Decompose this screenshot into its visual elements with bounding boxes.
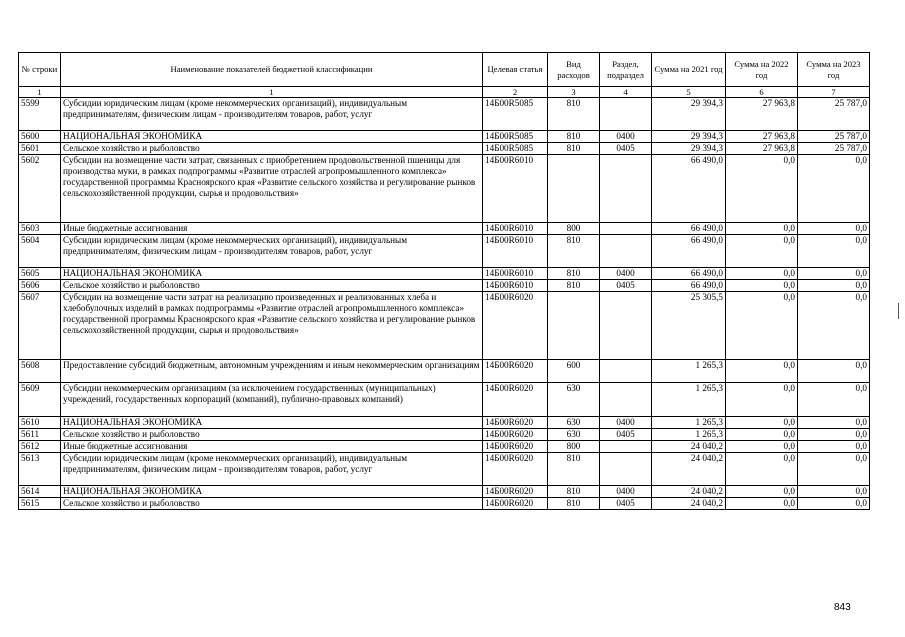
row-number: 5614 [19, 486, 61, 498]
indicator-name: Иные бюджетные ассигнования [61, 441, 483, 453]
table-row [19, 417, 870, 429]
target-article: 14Б00R5085 [483, 131, 548, 143]
column-number: 1 [61, 87, 483, 98]
indicator-name: НАЦИОНАЛЬНАЯ ЭКОНОМИКА [61, 131, 483, 143]
section-code: 0405 [600, 143, 652, 155]
column-number: 1 [19, 87, 61, 98]
section-code: 0405 [600, 429, 652, 441]
expense-kind [548, 292, 600, 360]
target-article: 14Б00R6020 [483, 360, 548, 383]
expense-kind: 810 [548, 98, 600, 131]
section-code [600, 292, 652, 360]
section-code: 0400 [600, 131, 652, 143]
column-number: 7 [798, 87, 870, 98]
table-row [19, 223, 870, 235]
target-article: 14Б00R6010 [483, 235, 548, 268]
expense-kind: 810 [548, 486, 600, 498]
row-number: 5610 [19, 417, 61, 429]
section-code [600, 223, 652, 235]
column-number: 6 [726, 87, 798, 98]
indicator-name: Субсидии на возмещение части затрат на реализацию произведенных и реализованных хлеба и хлебобулочных изделий в рамках подпрограммы «Развитие отраслей агропромышленного комплекса» государственной программы Красноярского края «Развитие сельского хозяйства и регулирование рынков сельскохозяйственной продукции, сырья и продовольствия» [61, 292, 483, 360]
row-number: 5609 [19, 383, 61, 417]
sum-2021: 24 040,2 [652, 441, 726, 453]
indicator-name: Субсидии юридическим лицам (кроме некоммерческих организаций), индивидуальным предпринимателям, физическим лицам - производителям товаров, работ, услуг [61, 235, 483, 268]
sum-2023: 0,0 [798, 441, 870, 453]
header-section: Раздел, подраздел [600, 53, 652, 87]
sum-2022: 0,0 [726, 429, 798, 441]
row-number: 5608 [19, 360, 61, 383]
sum-2023: 0,0 [798, 280, 870, 292]
header-name: Наименование показателей бюджетной классификации [61, 53, 483, 87]
sum-2023: 0,0 [798, 360, 870, 383]
row-number: 5607 [19, 292, 61, 360]
target-article: 14Б00R5085 [483, 98, 548, 131]
section-code: 0400 [600, 417, 652, 429]
sum-2021: 24 040,2 [652, 453, 726, 486]
sum-2021: 66 490,0 [652, 268, 726, 280]
sum-2023: 0,0 [798, 223, 870, 235]
expense-kind: 810 [548, 131, 600, 143]
section-code [600, 360, 652, 383]
target-article: 14Б00R5085 [483, 143, 548, 155]
expense-kind: 630 [548, 417, 600, 429]
budget-page [18, 52, 869, 510]
sum-2023: 25 787,0 [798, 131, 870, 143]
target-article: 14Б00R6020 [483, 453, 548, 486]
sum-2021: 66 490,0 [652, 155, 726, 223]
header-sum-2023: Сумма на 2023 год [798, 53, 870, 87]
row-number: 5615 [19, 498, 61, 510]
expense-kind: 810 [548, 453, 600, 486]
table-row [19, 360, 870, 383]
target-article: 14Б00R6020 [483, 383, 548, 417]
sum-2021: 1 265,3 [652, 383, 726, 417]
sum-2022: 27 963,8 [726, 98, 798, 131]
section-code [600, 453, 652, 486]
indicator-name: Субсидии некоммерческим организациям (за исключением государственных (муниципальных) учреждений, государственных корпораций (компаний), публично-правовых компаний) [61, 383, 483, 417]
expense-kind: 810 [548, 498, 600, 510]
table-header-row [19, 53, 870, 87]
page-number: 843 [834, 602, 851, 613]
indicator-name: Субсидии юридическим лицам (кроме некоммерческих организаций), индивидуальным предпринимателям, физическим лицам - производителям товаров, работ, услуг [61, 98, 483, 131]
target-article: 14Б00R6010 [483, 280, 548, 292]
sum-2021: 24 040,2 [652, 486, 726, 498]
table-row [19, 292, 870, 360]
row-number: 5606 [19, 280, 61, 292]
indicator-name: Субсидии на возмещение части затрат, связанных с приобретением продовольственной пшеницы для производства муки, в рамках подпрограммы «Развитие отраслей агропромышленного комплекса» государственной программы Красноярского края «Развитие сельского хозяйства и регулирование рынков сельскохозяйственной продукции, сырья и продовольствия» [61, 155, 483, 223]
scan-margin-mark [898, 303, 899, 319]
indicator-name: Иные бюджетные ассигнования [61, 223, 483, 235]
expense-kind: 810 [548, 268, 600, 280]
target-article: 14Б00R6020 [483, 498, 548, 510]
expense-kind: 800 [548, 223, 600, 235]
sum-2022: 0,0 [726, 417, 798, 429]
sum-2022: 0,0 [726, 292, 798, 360]
row-number: 5603 [19, 223, 61, 235]
section-code [600, 235, 652, 268]
expense-kind: 810 [548, 280, 600, 292]
sum-2023: 0,0 [798, 429, 870, 441]
sum-2022: 0,0 [726, 498, 798, 510]
column-number: 5 [652, 87, 726, 98]
table-row [19, 486, 870, 498]
indicator-name: Субсидии юридическим лицам (кроме некоммерческих организаций), индивидуальным предпринимателям, физическим лицам - производителям товаров, работ, услуг [61, 453, 483, 486]
header-target: Целевая статья [483, 53, 548, 87]
table-row [19, 155, 870, 223]
table-row [19, 441, 870, 453]
column-number: 4 [600, 87, 652, 98]
section-code: 0405 [600, 280, 652, 292]
header-row-no: № строки [19, 53, 61, 87]
table-row [19, 383, 870, 417]
row-number: 5601 [19, 143, 61, 155]
sum-2023: 0,0 [798, 155, 870, 223]
sum-2021: 1 265,3 [652, 429, 726, 441]
section-code: 0400 [600, 268, 652, 280]
table-body [19, 98, 870, 510]
sum-2021: 66 490,0 [652, 235, 726, 268]
indicator-name: НАЦИОНАЛЬНАЯ ЭКОНОМИКА [61, 417, 483, 429]
budget-table [18, 52, 870, 510]
row-number: 5599 [19, 98, 61, 131]
sum-2021: 29 394,3 [652, 131, 726, 143]
sum-2021: 25 305,5 [652, 292, 726, 360]
sum-2022: 27 963,8 [726, 143, 798, 155]
sum-2021: 29 394,3 [652, 143, 726, 155]
expense-kind: 810 [548, 143, 600, 155]
sum-2023: 0,0 [798, 235, 870, 268]
sum-2022: 0,0 [726, 155, 798, 223]
sum-2021: 1 265,3 [652, 417, 726, 429]
table-row [19, 268, 870, 280]
sum-2023: 25 787,0 [798, 98, 870, 131]
sum-2021: 66 490,0 [652, 280, 726, 292]
sum-2023: 0,0 [798, 417, 870, 429]
target-article: 14Б00R6010 [483, 155, 548, 223]
indicator-name: НАЦИОНАЛЬНАЯ ЭКОНОМИКА [61, 268, 483, 280]
target-article: 14Б00R6020 [483, 417, 548, 429]
target-article: 14Б00R6020 [483, 441, 548, 453]
indicator-name: Сельское хозяйство и рыболовство [61, 280, 483, 292]
sum-2022: 0,0 [726, 383, 798, 417]
sum-2022: 27 963,8 [726, 131, 798, 143]
row-number: 5600 [19, 131, 61, 143]
sum-2022: 0,0 [726, 280, 798, 292]
sum-2022: 0,0 [726, 235, 798, 268]
header-sum-2022: Сумма на 2022 год [726, 53, 798, 87]
sum-2023: 25 787,0 [798, 143, 870, 155]
section-code: 0400 [600, 486, 652, 498]
table-row [19, 498, 870, 510]
sum-2021: 1 265,3 [652, 360, 726, 383]
sum-2022: 0,0 [726, 268, 798, 280]
row-number: 5605 [19, 268, 61, 280]
expense-kind [548, 155, 600, 223]
sum-2022: 0,0 [726, 223, 798, 235]
row-number: 5604 [19, 235, 61, 268]
indicator-name: Сельское хозяйство и рыболовство [61, 429, 483, 441]
table-row [19, 143, 870, 155]
sum-2021: 29 394,3 [652, 98, 726, 131]
section-code [600, 98, 652, 131]
indicator-name: Сельское хозяйство и рыболовство [61, 143, 483, 155]
target-article: 14Б00R6020 [483, 486, 548, 498]
table-row [19, 98, 870, 131]
table-row [19, 453, 870, 486]
sum-2022: 0,0 [726, 360, 798, 383]
expense-kind: 630 [548, 429, 600, 441]
column-number-row [19, 87, 870, 98]
header-kind: Вид расходов [548, 53, 600, 87]
indicator-name: Сельское хозяйство и рыболовство [61, 498, 483, 510]
sum-2022: 0,0 [726, 453, 798, 486]
column-number: 3 [548, 87, 600, 98]
target-article: 14Б00R6020 [483, 429, 548, 441]
expense-kind: 800 [548, 441, 600, 453]
section-code [600, 441, 652, 453]
section-code [600, 155, 652, 223]
table-row [19, 235, 870, 268]
expense-kind: 810 [548, 235, 600, 268]
target-article: 14Б00R6010 [483, 268, 548, 280]
table-row [19, 131, 870, 143]
sum-2023: 0,0 [798, 292, 870, 360]
sum-2023: 0,0 [798, 268, 870, 280]
sum-2023: 0,0 [798, 486, 870, 498]
row-number: 5612 [19, 441, 61, 453]
expense-kind: 630 [548, 383, 600, 417]
row-number: 5611 [19, 429, 61, 441]
column-number: 2 [483, 87, 548, 98]
sum-2021: 24 040,2 [652, 498, 726, 510]
sum-2023: 0,0 [798, 498, 870, 510]
target-article: 14Б00R6020 [483, 292, 548, 360]
indicator-name: Предоставление субсидий бюджетным, автономным учреждениям и иным некоммерческим организациям [61, 360, 483, 383]
indicator-name: НАЦИОНАЛЬНАЯ ЭКОНОМИКА [61, 486, 483, 498]
row-number: 5613 [19, 453, 61, 486]
row-number: 5602 [19, 155, 61, 223]
sum-2023: 0,0 [798, 453, 870, 486]
sum-2023: 0,0 [798, 383, 870, 417]
expense-kind: 600 [548, 360, 600, 383]
target-article: 14Б00R6010 [483, 223, 548, 235]
table-row [19, 429, 870, 441]
sum-2022: 0,0 [726, 486, 798, 498]
section-code: 0405 [600, 498, 652, 510]
header-sum-2021: Сумма на 2021 год [652, 53, 726, 87]
sum-2022: 0,0 [726, 441, 798, 453]
sum-2021: 66 490,0 [652, 223, 726, 235]
table-row [19, 280, 870, 292]
section-code [600, 383, 652, 417]
